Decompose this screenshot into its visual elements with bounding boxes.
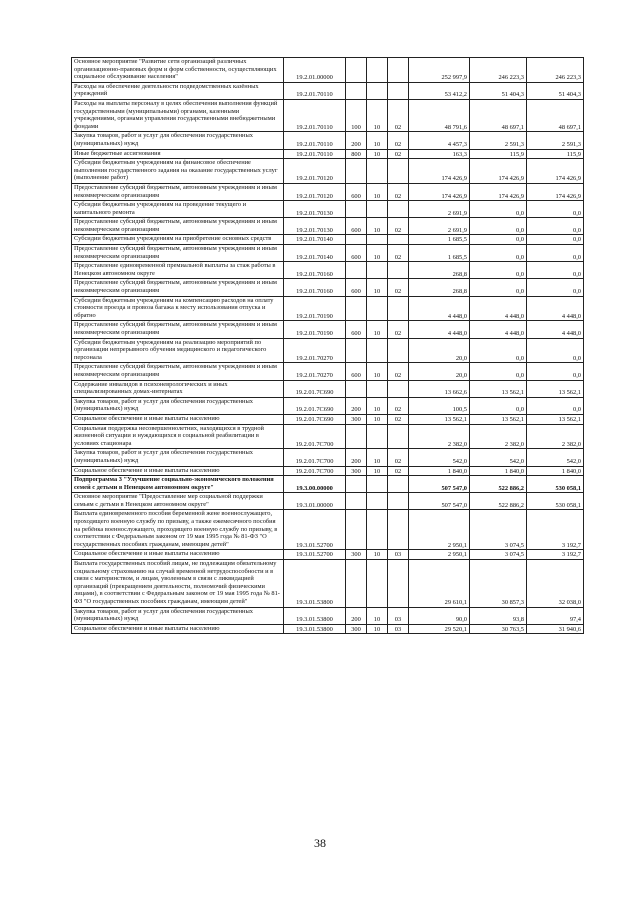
section-code [367, 510, 388, 550]
expense-type: 300 [346, 550, 367, 560]
table-row [72, 493, 584, 510]
table-row [72, 397, 584, 414]
target-code: 19.2.01.7С690 [284, 397, 346, 414]
expense-type: 300 [346, 624, 367, 634]
amount-year-1: 2 691,9 [409, 218, 470, 235]
amount-year-2: 2 591,3 [470, 132, 527, 149]
subsection-code: 03 [388, 624, 409, 634]
target-code: 19.2.01.70190 [284, 296, 346, 321]
target-code: 19.2.01.70130 [284, 201, 346, 218]
amount-year-3: 0,0 [527, 245, 584, 262]
item-name: Подпрограмма 3 "Улучшение социально-экономического положения семей с детьми в Ненецком автономном округе" [72, 476, 284, 493]
target-code: 19.2.01.70130 [284, 218, 346, 235]
section-code [367, 424, 388, 449]
expense-type [346, 58, 367, 83]
expense-type: 200 [346, 607, 367, 624]
item-name: Иные бюджетные ассигнования [72, 149, 284, 159]
item-name: Предоставление субсидий бюджетным, автономным учреждениям и иным некоммерческим организациям [72, 218, 284, 235]
amount-year-3: 4 448,0 [527, 321, 584, 338]
subsection-code [388, 380, 409, 397]
amount-year-3: 4 448,0 [527, 296, 584, 321]
item-name: Социальное обеспечение и иные выплаты населению [72, 466, 284, 476]
table-row [72, 560, 584, 608]
table-row [72, 262, 584, 279]
item-name: Социальное обеспечение и иные выплаты населению [72, 414, 284, 424]
amount-year-3: 0,0 [527, 279, 584, 296]
amount-year-3: 530 058,1 [527, 476, 584, 493]
expense-type [346, 235, 367, 245]
target-code: 19.3.01.52700 [284, 510, 346, 550]
amount-year-1: 2 691,9 [409, 201, 470, 218]
amount-year-1: 100,5 [409, 397, 470, 414]
table-row [72, 159, 584, 184]
section-code: 10 [367, 449, 388, 466]
amount-year-2: 0,0 [470, 279, 527, 296]
amount-year-2: 3 074,5 [470, 510, 527, 550]
section-code: 10 [367, 132, 388, 149]
section-code [367, 296, 388, 321]
amount-year-2: 0,0 [470, 245, 527, 262]
amount-year-2: 246 223,3 [470, 58, 527, 83]
page-number: 38 [314, 836, 326, 850]
amount-year-1: 542,0 [409, 449, 470, 466]
amount-year-2: 0,0 [470, 397, 527, 414]
amount-year-3: 0,0 [527, 201, 584, 218]
amount-year-3: 174 426,9 [527, 159, 584, 184]
target-code: 19.2.01.70160 [284, 262, 346, 279]
target-code: 19.3.01.53800 [284, 560, 346, 608]
subsection-code: 03 [388, 550, 409, 560]
amount-year-1: 252 997,9 [409, 58, 470, 83]
expense-type: 100 [346, 99, 367, 131]
amount-year-1: 163,3 [409, 149, 470, 159]
target-code: 19.3.01.00000 [284, 493, 346, 510]
amount-year-3: 246 223,3 [527, 58, 584, 83]
table-row [72, 245, 584, 262]
target-code: 19.2.01.7С700 [284, 424, 346, 449]
expense-type [346, 338, 367, 363]
amount-year-3: 97,4 [527, 607, 584, 624]
item-name: Субсидии бюджетным учреждениям на реализацию мероприятий по организации непрерывного обучения медицинского и педагогического персонала [72, 338, 284, 363]
target-code: 19.3.01.52700 [284, 550, 346, 560]
amount-year-3: 3 192,7 [527, 550, 584, 560]
table-row [72, 510, 584, 550]
item-name: Предоставление субсидий бюджетным, автономным учреждениям и иным некоммерческим организациям [72, 245, 284, 262]
amount-year-1: 507 547,0 [409, 493, 470, 510]
expense-type [346, 380, 367, 397]
amount-year-1: 20,0 [409, 338, 470, 363]
subsection-code [388, 262, 409, 279]
item-name: Расходы на выплаты персоналу в целях обеспечения выполнения функций государственными (муниципальными) органами, казенными учреждениями, органами управления государственными внебюджетными фондами [72, 99, 284, 131]
item-name: Субсидии бюджетным учреждениям на компенсацию расходов на оплату стоимости проезда и провоза багажа к месту использования отпуска и обратно [72, 296, 284, 321]
item-name: Основное мероприятие "Развитие сети организаций различных организационно-правовых форм и форм собственности, осуществляющих социальное обслуживание населения" [72, 58, 284, 83]
amount-year-2: 522 886,2 [470, 493, 527, 510]
item-name: Выплата государственных пособий лицам, не подлежащим обязательному социальному страхованию на случай временной нетрудоспособности и в связи с материнством, и лицам, уволенным в связи с ликвидацией организаций (прекращением деятельности, полномочий физическими лицами), в соответствии с Федеральным законом от 19 мая 1995 года № 81-ФЗ "О государственных пособиях гражданам, имеющим детей" [72, 560, 284, 608]
amount-year-1: 1 685,5 [409, 235, 470, 245]
amount-year-3: 48 697,1 [527, 99, 584, 131]
target-code: 19.3.01.53800 [284, 624, 346, 634]
amount-year-1: 4 448,0 [409, 321, 470, 338]
amount-year-1: 13 562,1 [409, 414, 470, 424]
target-code: 19.2.01.7С690 [284, 414, 346, 424]
section-code: 10 [367, 363, 388, 380]
section-code: 10 [367, 414, 388, 424]
amount-year-1: 2 950,1 [409, 550, 470, 560]
amount-year-1: 2 950,1 [409, 510, 470, 550]
subsection-code [388, 235, 409, 245]
amount-year-3: 530 058,1 [527, 493, 584, 510]
item-name: Предоставление единовременной премиальной выплаты за стаж работы в Ненецком автономном округе [72, 262, 284, 279]
budget-table [71, 57, 584, 634]
section-code [367, 380, 388, 397]
table-row [72, 624, 584, 634]
expense-type: 600 [346, 218, 367, 235]
table-row [72, 82, 584, 99]
amount-year-2: 13 562,1 [470, 414, 527, 424]
subsection-code [388, 296, 409, 321]
table-row [72, 99, 584, 131]
item-name: Закупка товаров, работ и услуг для обеспечения государственных (муниципальных) нужд [72, 132, 284, 149]
target-code: 19.2.01.7С700 [284, 449, 346, 466]
table-row [72, 58, 584, 83]
table-row [72, 201, 584, 218]
amount-year-2: 3 074,5 [470, 550, 527, 560]
table-row [72, 550, 584, 560]
section-code [367, 338, 388, 363]
subsection-code: 02 [388, 279, 409, 296]
amount-year-1: 507 547,0 [409, 476, 470, 493]
subsection-code: 02 [388, 218, 409, 235]
subsection-code [388, 159, 409, 184]
subsection-code [388, 560, 409, 608]
amount-year-2: 1 840,0 [470, 466, 527, 476]
amount-year-1: 174 426,9 [409, 183, 470, 200]
expense-type [346, 424, 367, 449]
section-code [367, 159, 388, 184]
item-name: Предоставление субсидий бюджетным, автономным учреждениям и иным некоммерческим организациям [72, 321, 284, 338]
section-code [367, 235, 388, 245]
amount-year-2: 0,0 [470, 201, 527, 218]
section-code: 10 [367, 245, 388, 262]
section-code [367, 201, 388, 218]
subsection-code [388, 201, 409, 218]
item-name: Основное мероприятие "Предоставление мер социальной поддержки семьям с детьми в Ненецком автономном округе" [72, 493, 284, 510]
table-row [72, 449, 584, 466]
subsection-code: 02 [388, 149, 409, 159]
target-code: 19.2.01.70110 [284, 132, 346, 149]
expense-type [346, 510, 367, 550]
table-row [72, 296, 584, 321]
amount-year-3: 2 382,0 [527, 424, 584, 449]
table-row [72, 149, 584, 159]
target-code: 19.3.01.53800 [284, 607, 346, 624]
amount-year-2: 13 562,1 [470, 380, 527, 397]
subsection-code: 02 [388, 245, 409, 262]
item-name: Предоставление субсидий бюджетным, автономным учреждениям и иным некоммерческим организациям [72, 363, 284, 380]
target-code: 19.3.00.00000 [284, 476, 346, 493]
item-name: Социальное обеспечение и иные выплаты населению [72, 550, 284, 560]
table-row [72, 321, 584, 338]
table-row [72, 183, 584, 200]
amount-year-2: 522 886,2 [470, 476, 527, 493]
amount-year-3: 1 840,0 [527, 466, 584, 476]
amount-year-2: 0,0 [470, 338, 527, 363]
amount-year-2: 48 697,1 [470, 99, 527, 131]
expense-type [346, 159, 367, 184]
subsection-code [388, 510, 409, 550]
item-name: Субсидии бюджетным учреждениям на приобретение основных средств [72, 235, 284, 245]
target-code: 19.2.01.70110 [284, 149, 346, 159]
amount-year-3: 0,0 [527, 262, 584, 279]
section-code: 10 [367, 550, 388, 560]
item-name: Социальное обеспечение и иные выплаты населению [72, 624, 284, 634]
table-row [72, 380, 584, 397]
amount-year-1: 48 791,6 [409, 99, 470, 131]
amount-year-1: 13 662,6 [409, 380, 470, 397]
subsection-code: 02 [388, 466, 409, 476]
amount-year-3: 0,0 [527, 397, 584, 414]
subsection-code: 02 [388, 414, 409, 424]
amount-year-2: 0,0 [470, 262, 527, 279]
amount-year-2: 174 426,9 [470, 159, 527, 184]
target-code: 19.2.01.70140 [284, 235, 346, 245]
subsection-code [388, 424, 409, 449]
amount-year-3: 32 038,0 [527, 560, 584, 608]
table-row [72, 476, 584, 493]
table-row [72, 132, 584, 149]
amount-year-2: 30 857,3 [470, 560, 527, 608]
table-row [72, 424, 584, 449]
amount-year-1: 20,0 [409, 363, 470, 380]
amount-year-2: 0,0 [470, 235, 527, 245]
amount-year-1: 4 457,3 [409, 132, 470, 149]
item-name: Закупка товаров, работ и услуг для обеспечения государственных (муниципальных) нужд [72, 607, 284, 624]
table-row [72, 607, 584, 624]
expense-type [346, 476, 367, 493]
section-code: 10 [367, 466, 388, 476]
item-name: Предоставление субсидий бюджетным, автономным учреждениям и иным некоммерческим организациям [72, 279, 284, 296]
amount-year-2: 2 382,0 [470, 424, 527, 449]
table-row [72, 466, 584, 476]
section-code [367, 262, 388, 279]
subsection-code: 02 [388, 363, 409, 380]
expense-type: 200 [346, 449, 367, 466]
amount-year-2: 542,0 [470, 449, 527, 466]
amount-year-1: 268,8 [409, 262, 470, 279]
amount-year-2: 30 763,5 [470, 624, 527, 634]
expense-type: 200 [346, 132, 367, 149]
expense-type: 800 [346, 149, 367, 159]
subsection-code: 02 [388, 321, 409, 338]
subsection-code: 02 [388, 183, 409, 200]
target-code: 19.2.01.70140 [284, 245, 346, 262]
amount-year-1: 4 448,0 [409, 296, 470, 321]
table-row [72, 338, 584, 363]
amount-year-3: 3 192,7 [527, 510, 584, 550]
amount-year-2: 4 448,0 [470, 296, 527, 321]
amount-year-3: 31 940,6 [527, 624, 584, 634]
expense-type [346, 296, 367, 321]
target-code: 19.2.01.00000 [284, 58, 346, 83]
section-code [367, 560, 388, 608]
subsection-code [388, 338, 409, 363]
amount-year-3: 13 562,1 [527, 414, 584, 424]
section-code [367, 82, 388, 99]
item-name: Субсидии бюджетным учреждениям на проведение текущего и капитального ремонта [72, 201, 284, 218]
section-code: 10 [367, 99, 388, 131]
target-code: 19.2.01.70120 [284, 159, 346, 184]
target-code: 19.2.01.70270 [284, 363, 346, 380]
amount-year-3: 174 426,9 [527, 183, 584, 200]
amount-year-1: 1 685,5 [409, 245, 470, 262]
amount-year-1: 2 382,0 [409, 424, 470, 449]
amount-year-2: 0,0 [470, 363, 527, 380]
expense-type: 600 [346, 245, 367, 262]
amount-year-2: 51 404,3 [470, 82, 527, 99]
item-name: Предоставление субсидий бюджетным, автономным учреждениям и иным некоммерческим организациям [72, 183, 284, 200]
amount-year-1: 1 840,0 [409, 466, 470, 476]
amount-year-1: 29 520,1 [409, 624, 470, 634]
expense-type: 600 [346, 279, 367, 296]
section-code: 10 [367, 279, 388, 296]
section-code: 10 [367, 149, 388, 159]
amount-year-3: 115,9 [527, 149, 584, 159]
subsection-code [388, 82, 409, 99]
target-code: 19.2.01.7С690 [284, 380, 346, 397]
amount-year-3: 0,0 [527, 338, 584, 363]
amount-year-3: 0,0 [527, 235, 584, 245]
section-code [367, 493, 388, 510]
section-code [367, 58, 388, 83]
section-code: 10 [367, 321, 388, 338]
subsection-code [388, 58, 409, 83]
table-row [72, 363, 584, 380]
item-name: Закупка товаров, работ и услуг для обеспечения государственных (муниципальных) нужд [72, 449, 284, 466]
item-name: Закупка товаров, работ и услуг для обеспечения государственных (муниципальных) нужд [72, 397, 284, 414]
amount-year-3: 2 591,3 [527, 132, 584, 149]
item-name: Расходы на обеспечение деятельности подведомственных казённых учреждений [72, 82, 284, 99]
subsection-code [388, 493, 409, 510]
table-row [72, 218, 584, 235]
amount-year-1: 268,8 [409, 279, 470, 296]
amount-year-2: 115,9 [470, 149, 527, 159]
section-code: 10 [367, 183, 388, 200]
amount-year-3: 51 404,3 [527, 82, 584, 99]
expense-type [346, 262, 367, 279]
expense-type: 300 [346, 414, 367, 424]
target-code: 19.2.01.70120 [284, 183, 346, 200]
table-row [72, 279, 584, 296]
item-name: Выплата единовременного пособия беременной жене военнослужащего, проходящего военную службу по призыву, а также ежемесячного пособия на ребёнка военнослужащего, проходящего военную службу по призыву, в соответствии с Федеральным законом от 19 мая 1995 года № 81-ФЗ "О государственных пособиях гражданам, имеющим детей" [72, 510, 284, 550]
target-code: 19.2.01.70160 [284, 279, 346, 296]
expense-type [346, 201, 367, 218]
subsection-code: 02 [388, 132, 409, 149]
target-code: 19.2.01.70110 [284, 82, 346, 99]
section-code [367, 476, 388, 493]
expense-type [346, 493, 367, 510]
amount-year-3: 0,0 [527, 363, 584, 380]
expense-type: 600 [346, 183, 367, 200]
amount-year-1: 53 412,2 [409, 82, 470, 99]
table-row [72, 414, 584, 424]
amount-year-1: 174 426,9 [409, 159, 470, 184]
subsection-code [388, 476, 409, 493]
subsection-code: 02 [388, 397, 409, 414]
expense-type: 600 [346, 363, 367, 380]
target-code: 19.2.01.70190 [284, 321, 346, 338]
subsection-code: 02 [388, 449, 409, 466]
table-row [72, 235, 584, 245]
expense-type [346, 82, 367, 99]
target-code: 19.2.01.70110 [284, 99, 346, 131]
item-name: Субсидии бюджетным учреждениям на финансовое обеспечение выполнения государственного задания на оказание государственных услуг (выполнение работ) [72, 159, 284, 184]
item-name: Социальная поддержка несовершеннолетних, находящихся в трудной жизненной ситуации и нуждающихся в социальной реабилитации в условиях стационара [72, 424, 284, 449]
target-code: 19.2.01.7С700 [284, 466, 346, 476]
amount-year-3: 542,0 [527, 449, 584, 466]
amount-year-1: 29 610,1 [409, 560, 470, 608]
section-code: 10 [367, 624, 388, 634]
section-code: 10 [367, 218, 388, 235]
amount-year-2: 0,0 [470, 218, 527, 235]
expense-type: 300 [346, 466, 367, 476]
subsection-code: 02 [388, 99, 409, 131]
amount-year-1: 90,0 [409, 607, 470, 624]
expense-type: 600 [346, 321, 367, 338]
amount-year-2: 4 448,0 [470, 321, 527, 338]
item-name: Содержание инвалидов в психоневрологических и иных специализированных домах-интернатах [72, 380, 284, 397]
amount-year-3: 0,0 [527, 218, 584, 235]
amount-year-2: 174 426,9 [470, 183, 527, 200]
expense-type [346, 560, 367, 608]
expense-type: 200 [346, 397, 367, 414]
amount-year-3: 13 562,1 [527, 380, 584, 397]
section-code: 10 [367, 607, 388, 624]
target-code: 19.2.01.70270 [284, 338, 346, 363]
section-code: 10 [367, 397, 388, 414]
subsection-code: 03 [388, 607, 409, 624]
amount-year-2: 93,8 [470, 607, 527, 624]
